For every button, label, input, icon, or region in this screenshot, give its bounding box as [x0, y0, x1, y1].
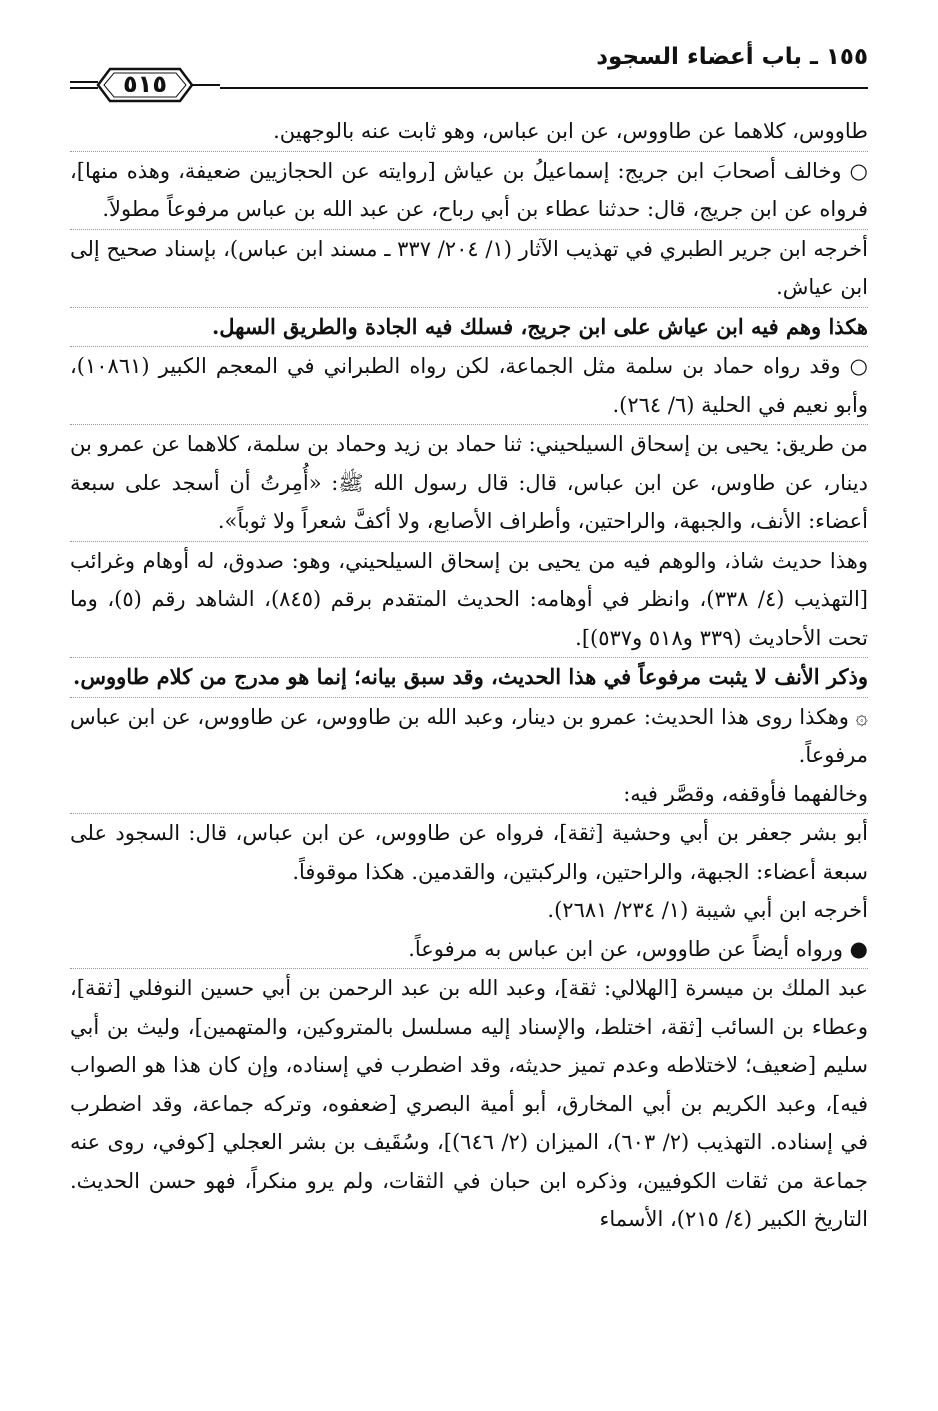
- paragraph: ● ورواه أيضاً عن طاووس، عن ابن عباس به مرفوعاً.: [408, 936, 868, 961]
- paragraph: وذكر الأنف لا يثبت مرفوعاً في هذا الحديث، وقد سبق بيانه؛ إنما هو مدرج من كلام طاووس.: [70, 657, 868, 697]
- paragraph: ۞ وهكذا روى هذا الحديث: عمرو بن دينار، وعبد الله بن طاووس، عن طاووس، عن ابن عباس مرفوعاً.: [70, 697, 868, 775]
- paragraph: هكذا وهم فيه ابن عياش على ابن جريج، فسلك فيه الجادة والطريق السهل.: [70, 307, 868, 347]
- chapter-title: ١٥٥ ـ باب أعضاء السجود: [596, 44, 868, 70]
- page-number-badge: [70, 57, 220, 117]
- paragraph: ○ وخالف أصحابَ ابن جريج: إسماعيلُ بن عياش [روايته عن الحجازيين ضعيفة، وهذه منها]، فرواه عن ابن جريج، قال: حدثنا عطاء بن أبي رباح، عن عبد الله بن عباس مرفوعاً مطولاً.: [70, 151, 868, 229]
- paragraph: وخالفهما فأوقفه، وقصَّر فيه:: [623, 781, 868, 806]
- paragraph: عبد الملك بن ميسرة [الهلالي: ثقة]، وعبد الله بن عبد الرحمن بن أبي حسين النوفلي [ثقة]، وعطاء بن السائب [ثقة، اختلط، والإسناد إليه مسلسل بالمتروكين، والمتهمين]، وليث بن أبي سليم [ضعيف؛ لاختلاطه وعدم تميز حديثه، وقد اضطرب في إسناده، وإن كان هذا هو الصواب فيه]، وعبد الكريم بن أبي المخارق، أبو أمية البصري [ضعفوه، وتركه جماعة، وقد اضطرب في إسناده. التهذيب (٢/ ٦٠٣)، الميزان (٢/ ٦٤٦)]، وسُقَيف بن بشر العجلي [كوفي، روى عنه جماعة من ثقات الكوفيين، وذكره ابن حبان في الثقات، ولم يرو منكراً، فهو حسن الحديث. التاريخ الكبير (٤/ ٢١٥)، الأسماء: [70, 968, 868, 1239]
- header-rule: [220, 87, 868, 89]
- page-header: [70, 40, 868, 100]
- page-number: ٥١٥: [123, 70, 167, 98]
- paragraph: أخرجه ابن جرير الطبري في تهذيب الآثار (١/ ٢٠٤/ ٣٣٧ ـ مسند ابن عباس)، بإسناد صحيح إلى ابن عياش.: [70, 229, 868, 307]
- paragraph: أبو بشر جعفر بن أبي وحشية [ثقة]، فرواه عن طاووس، عن ابن عباس، قال: السجود على سبعة أعضاء: الجبهة، والراحتين، والركبتين، والقدمين. هكذا موقوفاً.: [70, 813, 868, 891]
- paragraph: وهذا حديث شاذ، والوهم فيه من يحيى بن إسحاق السيلحيني، وهو: صدوق، له أوهام وغرائب [التهذيب (٤/ ٣٣٨)، وانظر في أوهامه: الحديث المتقدم برقم (٨٤٥)، الشاهد رقم (٥)، وما تحت الأحاديث (٣٣٩ و٥١٨ و٥٣٧)].: [70, 541, 868, 658]
- main-text: [70, 112, 868, 1239]
- paragraph: طاووس، كلاهما عن طاووس، عن ابن عباس، وهو ثابت عنه بالوجهين.: [273, 119, 868, 143]
- paragraph: ○ وقد رواه حماد بن سلمة مثل الجماعة، لكن رواه الطبراني في المعجم الكبير (١٠٨٦١)، وأبو نعيم في الحلية (٦/ ٢٦٤).: [70, 346, 868, 424]
- paragraph: من طريق: يحيى بن إسحاق السيلحيني: ثنا حماد بن زيد وحماد بن سلمة، كلاهما عن عمرو بن دينار، عن طاوس، عن ابن عباس، قال: قال رسول الله ﷺ: «أُمِرتُ أن أسجد على سبعة أعضاء: الأنف، والجبهة، والراحتين، وأطراف الأصابع، ولا أكفَّ شعراً ولا ثوباً».: [70, 424, 868, 541]
- paragraph: أخرجه ابن أبي شيبة (١/ ٢٣٤/ ٢٦٨١).: [547, 898, 868, 922]
